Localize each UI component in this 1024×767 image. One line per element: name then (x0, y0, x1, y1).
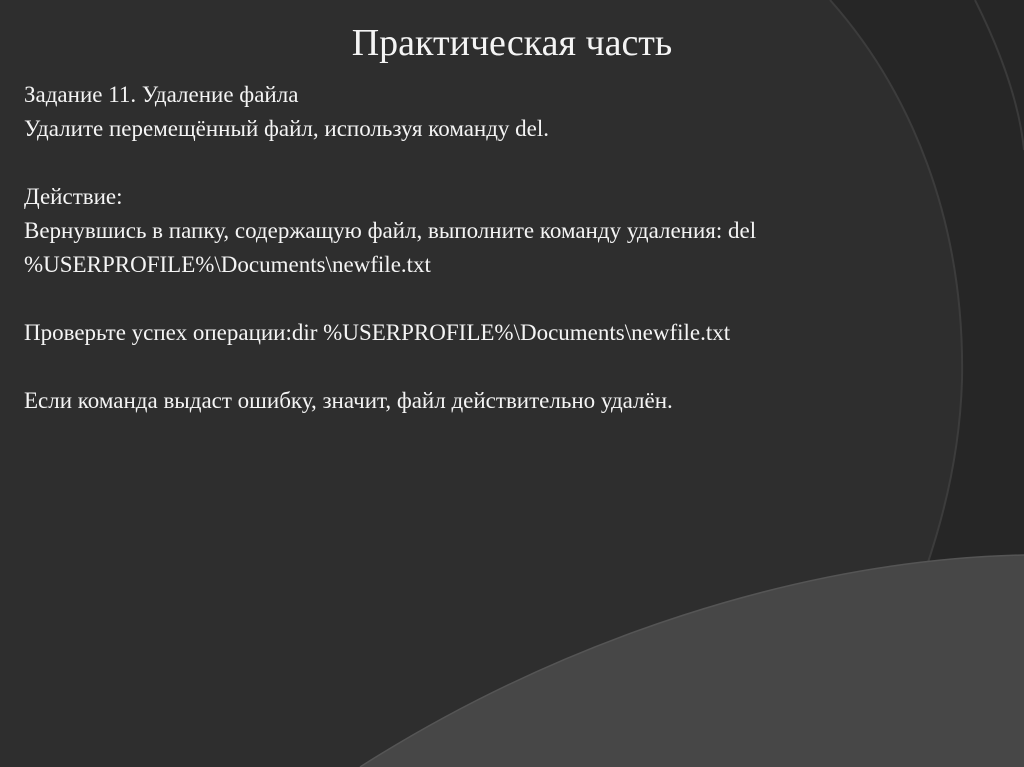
task-heading: Задание 11. Удаление файла (24, 82, 299, 107)
slide-title: Практическая часть (351, 22, 673, 64)
result-text: Если команда выдаст ошибку, значит, файл действительно удалён. (24, 388, 673, 413)
slide-body (24, 78, 954, 418)
spacer (24, 282, 954, 316)
task-description: Удалите перемещённый файл, используя команду del. (24, 116, 550, 141)
action-line-1: Вернувшись в папку, содержащую файл, выполните команду удаления: del (24, 218, 757, 243)
spacer (24, 146, 954, 180)
action-line-2: %USERPROFILE%\Documents\newfile.txt (24, 252, 431, 277)
verify-text: Проверьте успех операции:dir %USERPROFILE%\Documents\newfile.txt (24, 320, 731, 345)
spacer (24, 350, 954, 384)
action-label: Действие: (24, 184, 123, 209)
